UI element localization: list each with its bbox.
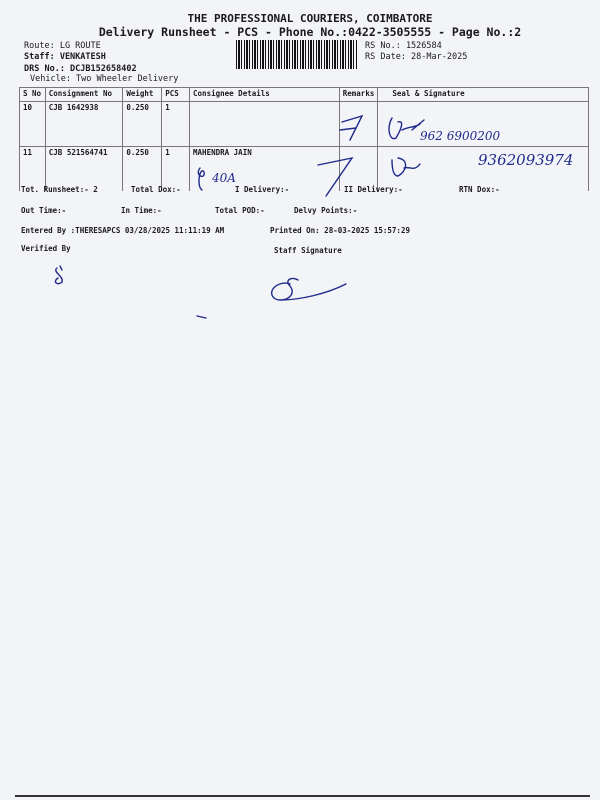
total-pod: Total POD:-	[215, 206, 265, 215]
handwritten-phone-row1: 962 6900200	[420, 129, 501, 143]
col-pcs: PCS	[162, 88, 190, 102]
cell-sno: 11	[20, 147, 46, 192]
cell-sno: 10	[20, 102, 46, 147]
staff-label: Staff: VENKATESH	[24, 52, 106, 62]
drs-number: DRS No.: DCJB152658402	[24, 64, 137, 74]
i-delivery: I Delivery:-	[235, 185, 290, 194]
rs-date: RS Date: 28-Mar-2025	[365, 52, 468, 62]
in-time: In Time:-	[121, 206, 162, 215]
runsheet-subtitle: Delivery Runsheet - PCS - Phone No.:0422-3505555 - Page No.:2	[98, 25, 522, 39]
cell-pcs: 1	[162, 147, 190, 192]
col-seal: Seal & Signature	[378, 88, 589, 102]
col-remarks: Remarks	[339, 88, 378, 102]
handwritten-note-row2: 40A	[212, 171, 236, 185]
col-weight: Weight	[123, 88, 162, 102]
signature-row1	[389, 118, 424, 139]
cell-weight: 0.250	[123, 102, 162, 147]
entered-by: Entered By :THERESAPCS 03/28/2025 11:11:19 AM	[21, 226, 225, 235]
signature-row2-cell	[198, 168, 204, 190]
cell-consignee: MAHENDRA JAIN	[190, 147, 340, 192]
verified-by: Verified By	[21, 244, 71, 253]
vehicle-label: Vehicle: Two Wheeler Delivery	[30, 74, 179, 84]
out-time: Out Time:-	[21, 206, 67, 215]
delvy-points: Delvy Points:-	[294, 206, 358, 215]
total-dox: Total Dox:-	[131, 185, 181, 194]
staff-signature-mark	[272, 278, 346, 300]
verified-signature	[55, 266, 62, 284]
cell-consignment: CJB 521564741	[45, 147, 123, 192]
col-sno: S No	[20, 88, 46, 102]
route-label: Route: LG ROUTE	[24, 41, 101, 51]
rs-number: RS No.: 1526584	[365, 41, 442, 51]
rtn-dox: RTN Dox:-	[459, 185, 500, 194]
page-bottom-rule	[15, 795, 590, 797]
tot-runsheet: Tot. Runsheet:- 2	[21, 185, 98, 194]
cell-pcs: 1	[162, 102, 190, 147]
cell-consignment: CJB 1642938	[45, 102, 123, 147]
ii-delivery: II Delivery:-	[344, 185, 403, 194]
col-consignee: Consignee Details	[190, 88, 340, 102]
cell-weight: 0.250	[123, 147, 162, 192]
col-consignment: Consignment No	[45, 88, 123, 102]
staff-signature-label: Staff Signature	[274, 246, 342, 255]
printed-on: Printed On: 28-03-2025 15:57:29	[270, 226, 410, 235]
company-title: THE PROFESSIONAL COURIERS, COIMBATORE	[187, 12, 433, 25]
signature-row2	[392, 158, 420, 176]
handwritten-phone-row2: 9362093974	[478, 151, 574, 169]
